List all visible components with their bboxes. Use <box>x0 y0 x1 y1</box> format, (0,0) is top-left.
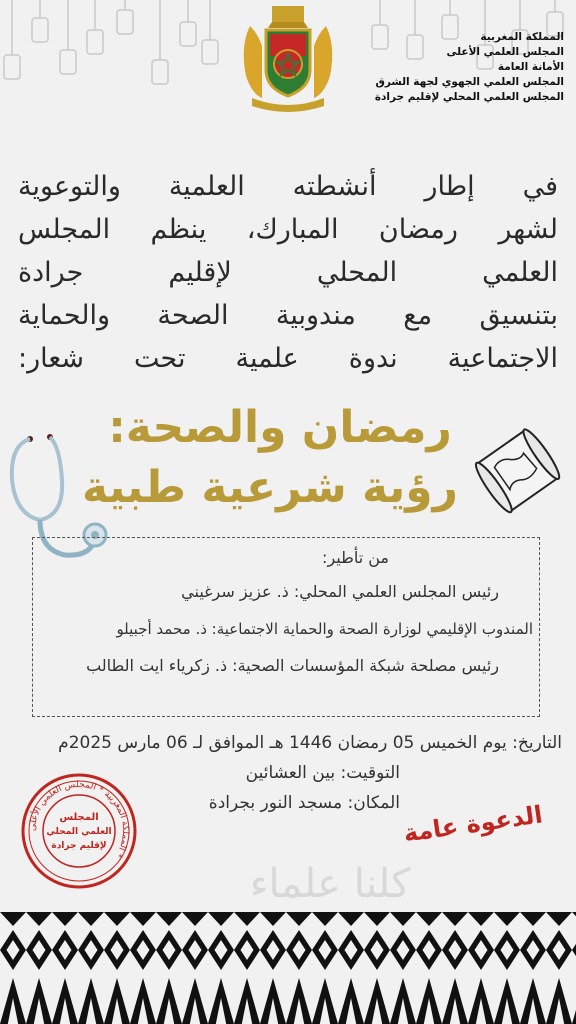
seal-center-line: المجلس <box>59 812 99 823</box>
seal-center-line: لإقليم جرادة <box>51 841 107 851</box>
intro-line: لشهر رمضان المبارك، ينظم المجلس <box>18 214 558 245</box>
intro-line: العلمي المحلي لإقليم جرادة <box>18 257 558 288</box>
speakers-box <box>32 537 540 717</box>
bottom-geometric-pattern <box>0 912 576 1024</box>
organization-header <box>314 30 564 105</box>
intro-line: بتنسيق مع مندوبية الصحة والحماية <box>18 300 558 331</box>
org-line: الأمانة العامة <box>497 61 564 73</box>
intro-line: الاجتماعية ندوة علمية تحت شعار: <box>18 343 558 374</box>
event-date: التاريخ: يوم الخميس 05 رمضان 1446 هـ الموافق لـ 06 مارس 2025م <box>58 733 562 753</box>
org-line: المجلس العلمي الأعلى <box>446 46 564 58</box>
speaker-line: رئيس مصلحة شبكة المؤسسات الصحية: ذ. زكرياء ايت الطالب <box>86 656 499 675</box>
org-line: المجلس العلمي الجهوي لجهة الشرق <box>375 76 564 88</box>
seal-center-line: العلمي المحلي <box>46 827 112 837</box>
intro-paragraph <box>18 165 558 380</box>
speaker-line: رئيس المجلس العلمي المحلي: ذ. عزيز سرغيني <box>181 582 499 601</box>
org-line: المملكة المغربية <box>480 31 564 43</box>
event-title-line1: رمضان والصحة: <box>108 402 452 453</box>
council-seal-stamp <box>20 772 138 890</box>
seal-ring-text: المملكة المغربية * المجلس العلمي الأعلى * <box>27 779 131 860</box>
scroll-map-icon <box>470 420 565 520</box>
intro-line: في إطار أنشطته العلمية والتوعوية <box>18 171 558 202</box>
speakers-heading: من تأطير: <box>322 548 389 567</box>
speaker-line: المندوب الإقليمي لوزارة الصحة والحماية الاجتماعية: ذ. محمد أجبيلو <box>116 620 533 638</box>
event-title-line2: رؤية شرعية طبية <box>82 462 458 513</box>
calligraphy-text: كلنا علماء <box>249 861 411 907</box>
public-invitation-label: الدعوة عامة <box>401 800 545 848</box>
event-time: التوقيت: بين العشائين <box>245 763 400 783</box>
calligraphy-watermark <box>150 855 510 910</box>
org-line: المجلس العلمي المحلي لإقليم جرادة <box>374 91 564 103</box>
event-place: المكان: مسجد النور بجرادة <box>208 793 400 813</box>
